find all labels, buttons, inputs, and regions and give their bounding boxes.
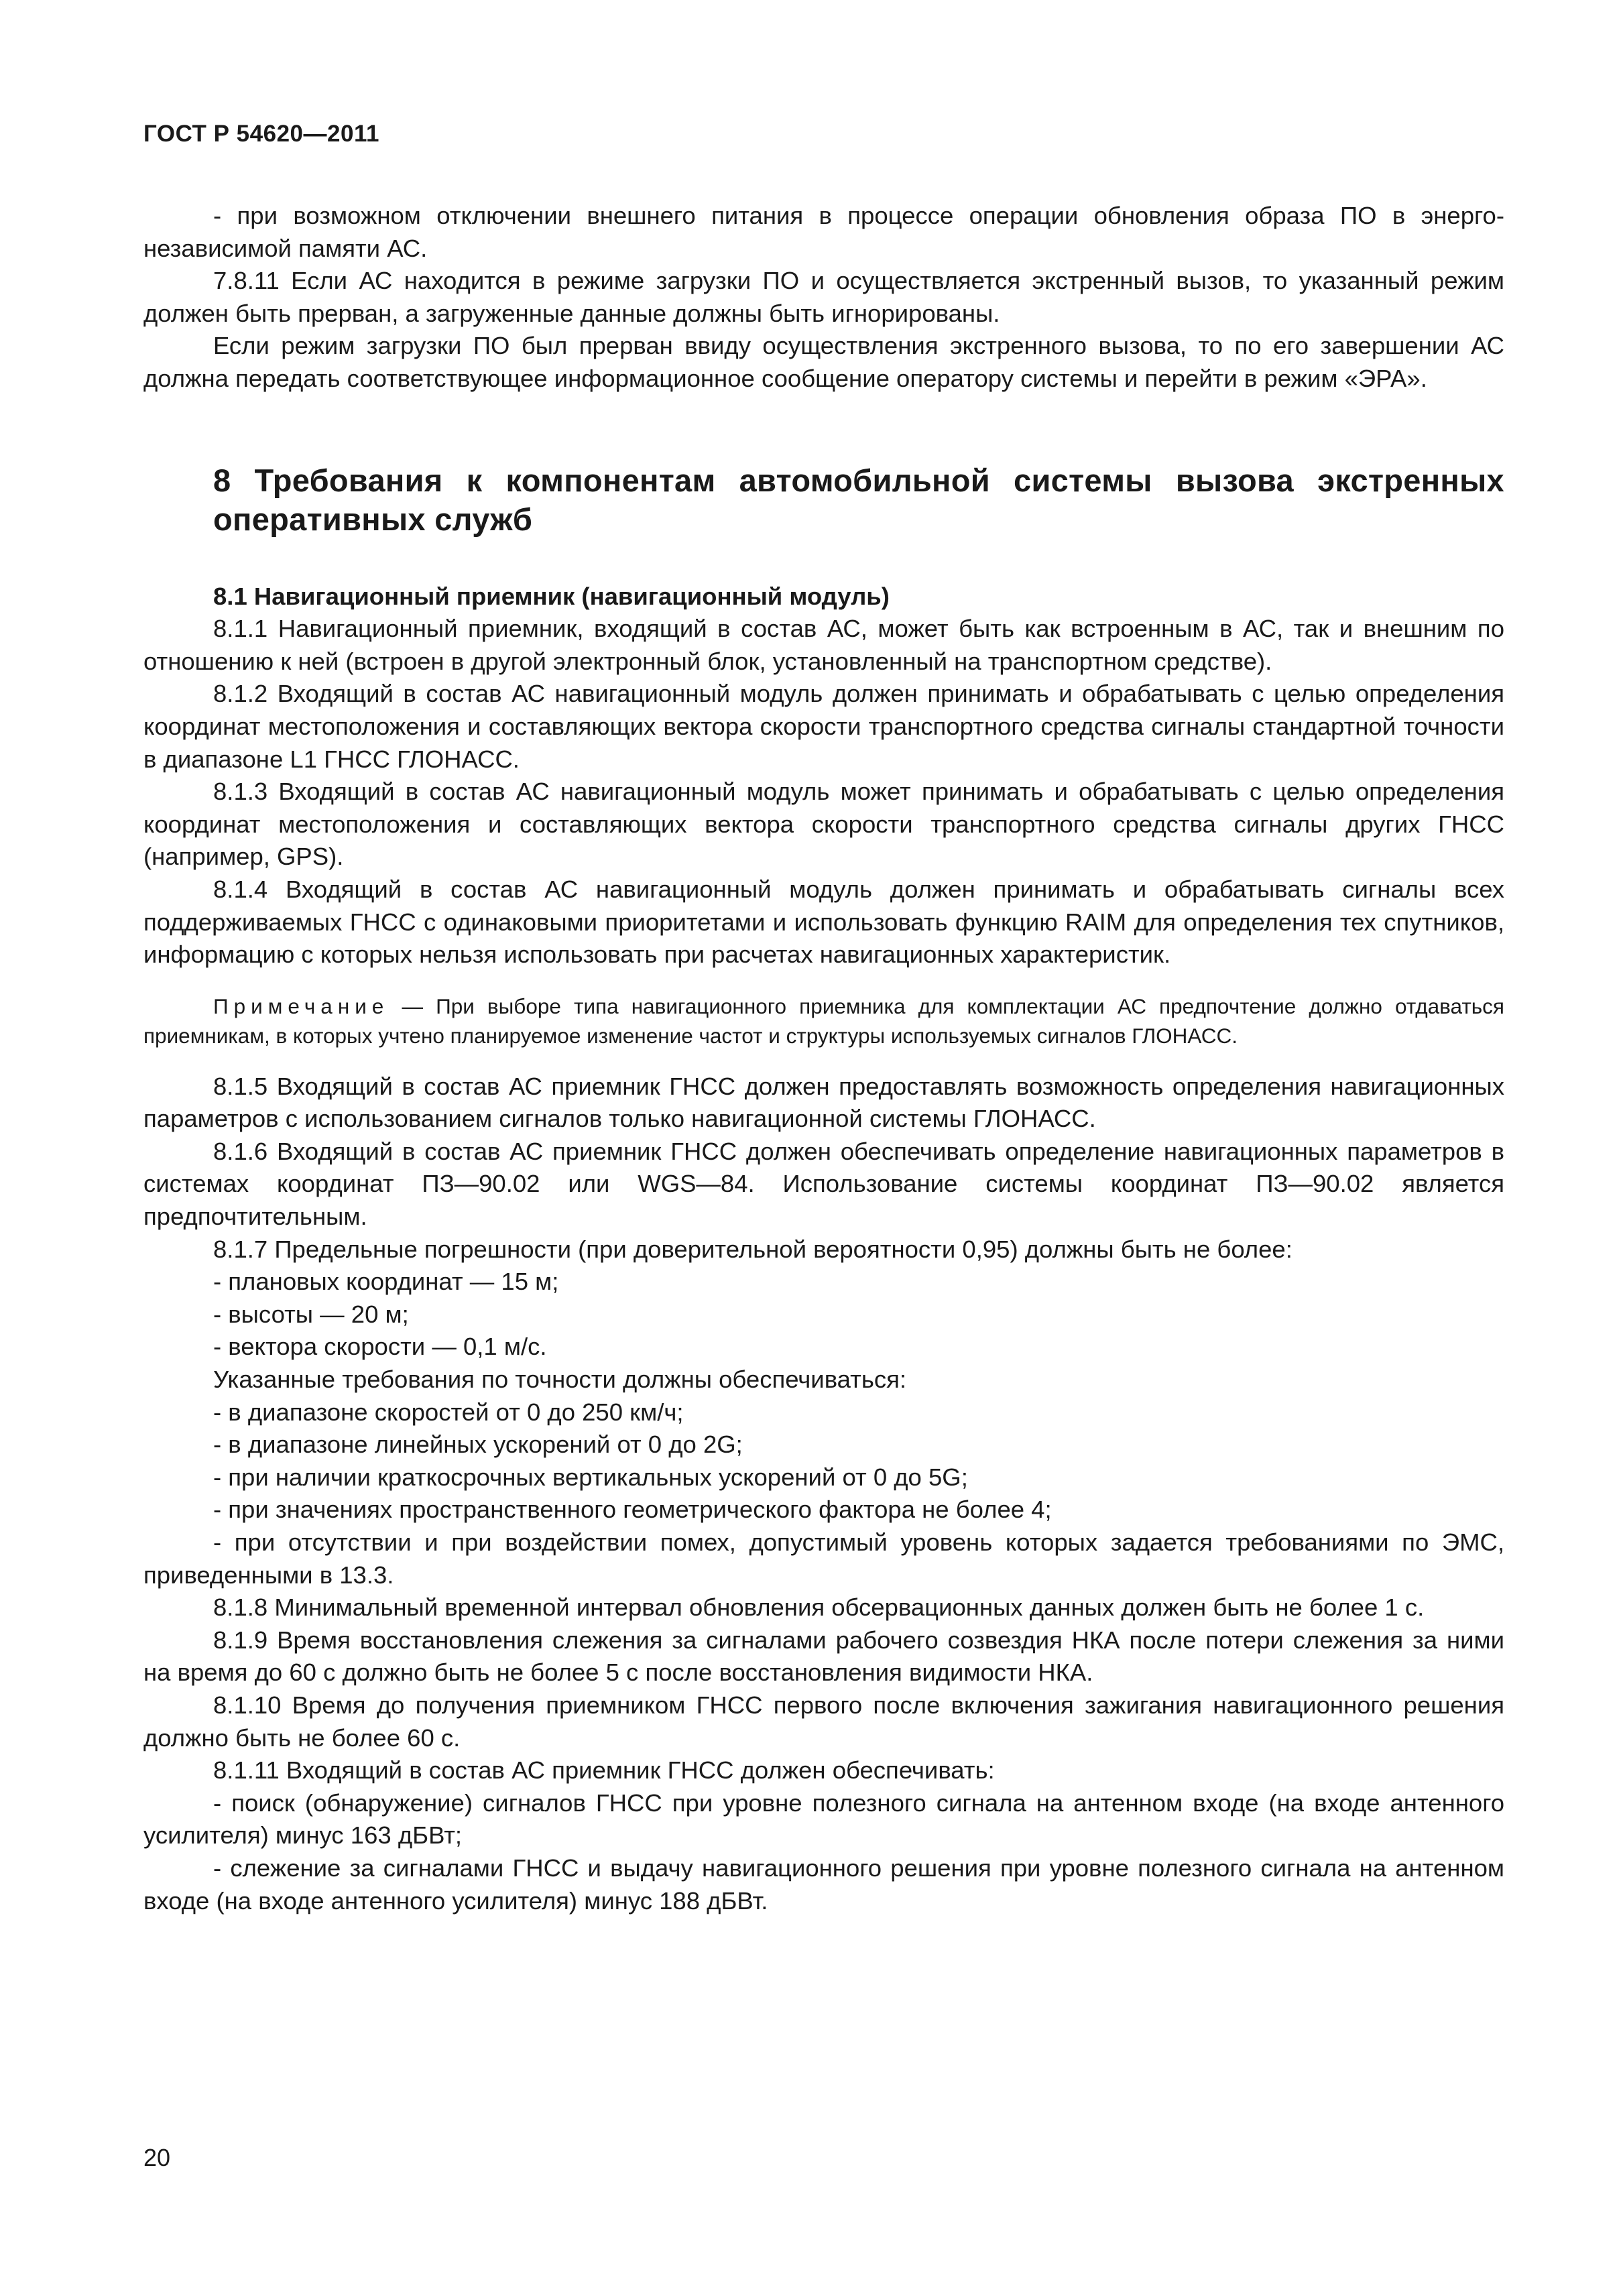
- list-item: - слежение за сигналами ГНСС и выдачу навигационного решения при уровне полезного сигнала на антенном входе (на входе антенного усилителя) минус 188 дБВт.: [143, 1854, 1504, 1915]
- page-number: 20: [143, 2144, 171, 2171]
- section-heading: 8 Требования к компонентам автомобильной системы вызова экстренных оперативных служб: [213, 462, 1504, 537]
- list-item: - поиск (обнаружение) сигналов ГНСС при уровне полезного сигнала на антенном входе (на входе антенного усилителя) минус 163 дБВт;: [143, 1789, 1504, 1850]
- paragraph: 8.1.2 Входящий в состав АС навигационный модуль должен принимать и обрабатывать с целью определения координат местоположения и составляющих вектора скорости транспортного средства сигналы стандартной точности в диапазоне L1 ГНСС ГЛОНАСС.: [143, 680, 1504, 773]
- paragraph: - при возможном отключении внешнего питания в процессе операции обновления образа ПО в энергонезависимой памяти АС.: [143, 202, 1504, 262]
- paragraph: 8.1.7 Предельные погрешности (при доверительной вероятности 0,95) должны быть не более:: [213, 1235, 1293, 1263]
- list-item: - при отсутствии и при воздействии помех, допустимый уровень которых задается требованиями по ЭМС, приведенными в 13.3.: [143, 1528, 1504, 1589]
- paragraph: 8.1.5 Входящий в состав АС приемник ГНСС должен предоставлять возможность определения навигационных параметров с использованием сигналов только навигационной системы ГЛОНАСС.: [143, 1072, 1504, 1133]
- paragraph: 8.1.4 Входящий в состав АС навигационный модуль должен принимать и обрабатывать сигналы всех поддерживаемых ГНСС с одинаковыми приоритетами и использовать функцию RAIM для определения тех спутников, информацию с которых нельзя использовать при расчетах навигационных характеристик.: [143, 875, 1504, 969]
- page-body: [143, 200, 1504, 1917]
- note-text: — При выборе типа навигационного приемника для комплектации АС предпочтение должно отдаваться приемникам, в которых учтено планируемое изменение частот и структуры используемых сигналов ГЛОНАСС.: [143, 993, 1504, 1048]
- list-item: - при значениях пространственного геометрического фактора не более 4;: [213, 1496, 1052, 1524]
- paragraph: 8.1.3 Входящий в состав АС навигационный модуль может принимать и обрабатывать с целью определения координат местоположения и составляющих вектора скорости транспортного средства сигналы других ГНСС (например, GPS).: [143, 778, 1504, 871]
- paragraph: Если режим загрузки ПО был прерван ввиду осуществления экстренного вызова, то по его завершении АС должна передать соответствующее информационное сообщение оператору системы и перейти в режим «ЭРА».: [143, 332, 1504, 392]
- paragraph: 8.1.10 Время до получения приемником ГНСС первого после включения зажигания навигационного решения должно быть не более 60 с.: [143, 1691, 1504, 1752]
- note-block: [143, 991, 1504, 1050]
- paragraph: 8.1.8 Минимальный временной интервал обновления обсервационных данных должен быть не более 1 с.: [213, 1593, 1425, 1622]
- list-item: - при наличии краткосрочных вертикальных ускорений от 0 до 5G;: [213, 1463, 968, 1491]
- paragraph: 7.8.11 Если АС находится в режиме загрузки ПО и осуществляется экстренный вызов, то указанный режим должен быть прерван, а загруженные данные должны быть игнорированы.: [143, 267, 1504, 327]
- list-item: - плановых координат — 15 м;: [213, 1268, 559, 1296]
- list-item: - в диапазоне скоростей от 0 до 250 км/ч;: [213, 1398, 684, 1426]
- document-header: ГОСТ Р 54620—2011: [143, 121, 379, 147]
- note-label: Примечание: [213, 993, 389, 1018]
- paragraph: 8.1.1 Навигационный приемник, входящий в состав АС, может быть как встроенным в АС, так и внешним по отношению к ней (встроен в другой электронный блок, установленный на транспортном средстве).: [143, 615, 1504, 675]
- paragraph: Указанные требования по точности должны обеспечиваться:: [213, 1366, 907, 1394]
- list-item: - вектора скорости — 0,1 м/с.: [213, 1333, 547, 1361]
- paragraph: 8.1.6 Входящий в состав АС приемник ГНСС должен обеспечивать определение навигационных параметров в системах координат ПЗ—90.02 или WGS—84. Использование системы координат ПЗ—90.02 является предпочтительным.: [143, 1137, 1504, 1231]
- subsection-heading: 8.1 Навигационный приемник (навигационный модуль): [213, 582, 890, 610]
- paragraph: 8.1.11 Входящий в состав АС приемник ГНСС должен обеспечивать:: [213, 1756, 995, 1785]
- list-item: - в диапазоне линейных ускорений от 0 до 2G;: [213, 1431, 743, 1459]
- paragraph: 8.1.9 Время восстановления слежения за сигналами рабочего созвездия НКА после потери слежения за ними на время до 60 с должно быть не более 5 с после восстановления видимости НКА.: [143, 1626, 1504, 1687]
- list-item: - высоты — 20 м;: [213, 1300, 409, 1328]
